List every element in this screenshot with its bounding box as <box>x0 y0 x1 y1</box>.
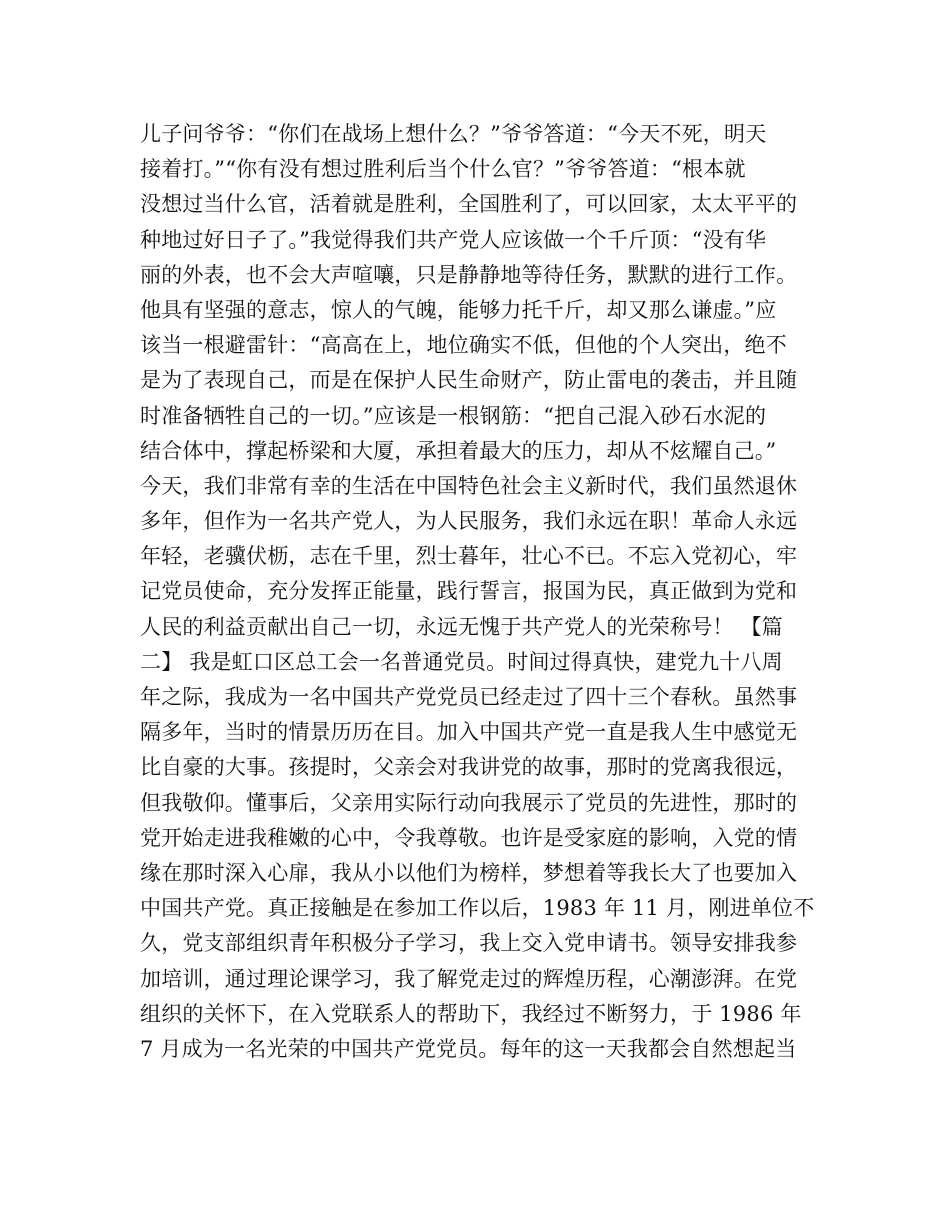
text-line: 中国共产党。真正接触是在参加工作以后，1983 年 11 月，刚进单位不 <box>140 896 815 921</box>
text-line: 人民的利益贡献出自己一切，永远无愧于共产党人的光荣称号！ 【篇 <box>140 614 783 639</box>
text-line: 接着打。”“你有没有想过胜利后当个什么官？”爷爷答道：“根本就 <box>140 157 746 182</box>
text-line: 久，党支部组织青年积极分子学习，我上交入党申请书。领导安排我参 <box>140 931 798 956</box>
text-line: 结合体中，撑起桥梁和大厦，承担着最大的压力，却从不炫耀自己。” <box>140 438 777 463</box>
text-line: 今天，我们非常有幸的生活在中国特色社会主义新时代，我们虽然退休 <box>140 473 798 498</box>
text-line: 年轻，老骥伏枥，志在千里，烈士暮年，壮心不已。不忘入党初心，牢 <box>140 544 798 569</box>
text-line: 该当一根避雷针：“高高在上，地位确实不低，但他的个人突出，绝不 <box>140 333 787 358</box>
text-line: 组织的关怀下，在入党联系人的帮助下，我经过不断努力，于 1986 年 <box>140 1001 802 1026</box>
text-line: 缘在那时深入心扉，我从小以他们为榜样，梦想着等我长大了也要加入 <box>140 860 798 885</box>
text-line: 二】 我是虹口区总工会一名普通党员。时间过得真快，建党九十八周 <box>140 649 783 674</box>
text-line: 他具有坚强的意志，惊人的气魄，能够力托千斤，却又那么谦虚。”应 <box>140 297 777 322</box>
text-line: 时准备牺牲自己的一切。”应该是一根钢筋：“把自己混入砂石水泥的 <box>140 403 767 428</box>
text-line: 加培训，通过理论课学习，我了解党走过的辉煌历程，心潮澎湃。在党 <box>140 966 798 991</box>
text-line: 多年，但作为一名共产党人，为人民服务，我们永远在职！革命人永远 <box>140 509 798 534</box>
text-line: 年之际，我成为一名中国共产党党员已经走过了四十三个春秋。虽然事 <box>140 685 798 709</box>
text-line: 记党员使命，充分发挥正能量，践行誓言，报国为民，真正做到为党和 <box>140 579 798 604</box>
body-text <box>140 117 820 1067</box>
text-line: 种地过好日子了。”我觉得我们共产党人应该做一个千斤顶：“没有华 <box>140 227 767 252</box>
text-line: 隔多年，当时的情景历历在目。加入中国共产党一直是我人生中感觉无 <box>140 720 798 745</box>
text-line: 没想过当什么官，活着就是胜利，全国胜利了，可以回家，太太平平的 <box>140 192 798 217</box>
text-line: 是为了表现自己，而是在保护人民生命财产，防止雷电的袭击，并且随 <box>140 368 798 393</box>
text-line: 但我敬仰。懂事后，父亲用实际行动向我展示了党员的先进性，那时的 <box>140 790 798 815</box>
text-line: 7 月成为一名光荣的中国共产党党员。每年的这一天我都会自然想起当 <box>140 1036 797 1061</box>
text-line: 比自豪的大事。孩提时，父亲会对我讲党的故事，那时的党离我很远， <box>140 755 798 780</box>
text-line: 丽的外表，也不会大声喧嚷，只是静静地等待任务，默默的进行工作。 <box>140 262 798 287</box>
text-line: 党开始走进我稚嫩的心中，令我尊敬。也许是受家庭的影响，入党的情 <box>140 825 798 850</box>
text-line: 儿子问爷爷：“你们在战场上想什么？”爷爷答道：“今天不死，明天 <box>140 122 767 146</box>
